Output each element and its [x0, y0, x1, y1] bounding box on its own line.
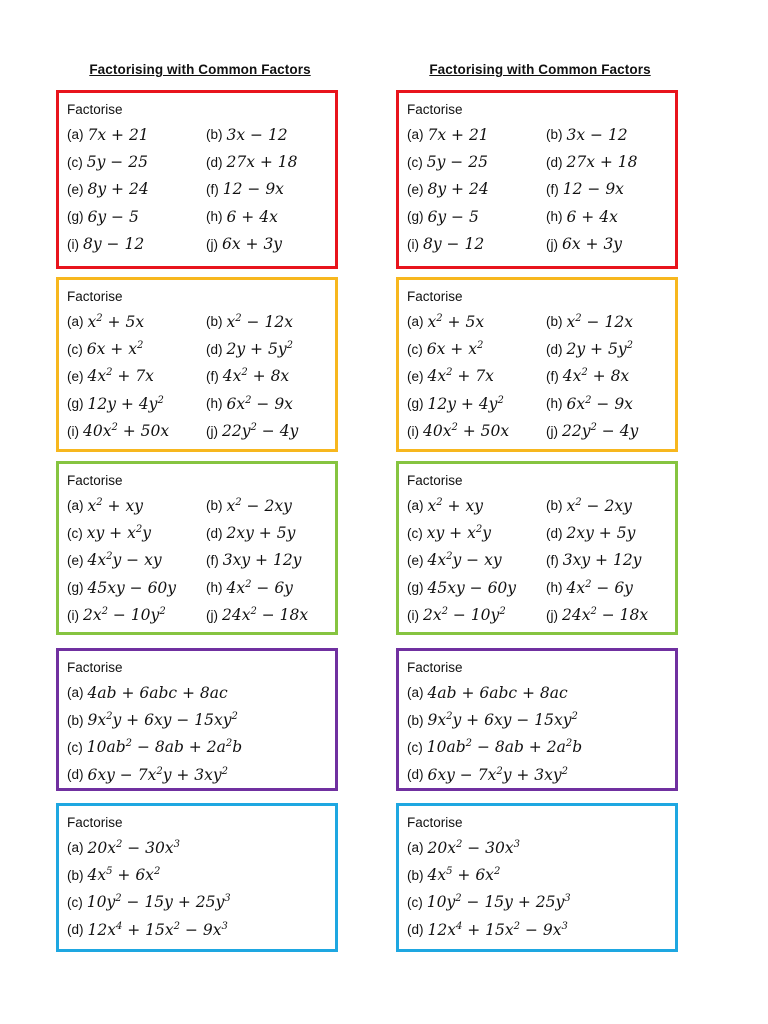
- question-label: (i): [407, 236, 419, 252]
- question-expression: $4x^2 - 6y$: [226, 578, 293, 597]
- question-expression: $10ab^2 - 8ab + 2a^2b$: [86, 738, 243, 757]
- question-label: (c): [67, 894, 83, 910]
- question-expression: $40x^2 + 50x$: [423, 422, 510, 441]
- question-expression: $4x^2y$ − xy: [87, 551, 162, 570]
- question-item: [67, 519, 206, 546]
- question-expression: 27x + 18: [226, 153, 298, 172]
- box-label: Factorise: [67, 815, 123, 830]
- question-expression: $4x^2 - 6y$: [566, 578, 633, 597]
- question-label: (j): [206, 236, 218, 252]
- question-label: (d): [546, 154, 563, 170]
- question-expression: $4x^5 + 6x^2$: [87, 866, 161, 885]
- question-item: [206, 335, 340, 362]
- question-expression: 6x + 3y: [562, 235, 623, 254]
- question-item: [67, 335, 206, 362]
- question-label: (h): [206, 580, 223, 596]
- question-item: [67, 574, 206, 601]
- question-label: (g): [67, 396, 84, 412]
- question-item: [546, 547, 680, 574]
- question-expression: $4x^5 + 6x^2$: [427, 866, 501, 885]
- question-expression: $22y^2 - 4y$: [222, 422, 299, 441]
- question-box-green: [396, 461, 678, 635]
- question-expression: 3x − 12: [226, 125, 288, 144]
- question-label: (j): [206, 607, 218, 623]
- question-expression: $x^2 + 5x$: [427, 312, 485, 331]
- question-item: [407, 418, 546, 445]
- question-item: [67, 547, 206, 574]
- question-item: [407, 706, 677, 733]
- question-item: [407, 602, 546, 629]
- question-item: [407, 519, 546, 546]
- question-item: [67, 916, 337, 943]
- question-label: (a): [407, 314, 424, 330]
- question-label: (g): [67, 580, 84, 596]
- question-label: (a): [67, 498, 84, 514]
- box-label: Factorise: [407, 102, 463, 117]
- question-label: (a): [407, 840, 424, 856]
- question-item: [407, 679, 677, 706]
- question-expression: $6x + x^2$: [426, 340, 484, 359]
- question-item: [67, 308, 206, 335]
- question-item: [546, 335, 680, 362]
- question-grid: [67, 308, 335, 445]
- question-label: (g): [407, 209, 424, 225]
- box-label: Factorise: [407, 473, 463, 488]
- question-expression: 3xy + 12y: [222, 551, 302, 570]
- question-label: (d): [67, 767, 84, 783]
- question-label: (g): [67, 209, 84, 225]
- question-item: [546, 390, 680, 417]
- question-item: [206, 308, 340, 335]
- question-item: [407, 547, 546, 574]
- question-box-red: [56, 90, 338, 269]
- question-item: [407, 231, 546, 258]
- question-expression: $12y + 4y^2$: [87, 394, 164, 413]
- question-item: [546, 203, 680, 230]
- question-label: (f): [546, 552, 559, 568]
- question-expression: 45xy − 60y: [87, 578, 177, 597]
- question-expression: 6x + 3y: [222, 235, 283, 254]
- question-item: [206, 418, 340, 445]
- question-item: [407, 834, 677, 861]
- question-expression: $12x^4 + 15x^2 - 9x^3$: [87, 920, 228, 939]
- question-item: [67, 889, 337, 916]
- question-box-purple: [56, 648, 338, 791]
- question-item: [407, 734, 677, 761]
- box-label: Factorise: [407, 815, 463, 830]
- question-item: [206, 519, 340, 546]
- question-label: (c): [67, 525, 83, 541]
- question-label: (e): [407, 368, 424, 384]
- question-label: (b): [67, 712, 84, 728]
- question-label: (f): [206, 368, 219, 384]
- question-expression: $9x^2y + 6xy - 15xy^2$: [427, 711, 578, 730]
- question-expression: 3x − 12: [566, 125, 628, 144]
- question-item: [67, 706, 337, 733]
- question-item: [67, 679, 337, 706]
- question-label: (c): [407, 525, 423, 541]
- question-label: (g): [407, 396, 424, 412]
- question-label: (b): [546, 314, 563, 330]
- question-item: [546, 363, 680, 390]
- question-box-yellow: [56, 277, 338, 452]
- question-label: (c): [67, 154, 83, 170]
- question-expression: $12x^4 + 15x^2 - 9x^3$: [427, 920, 568, 939]
- sheet-title: Factorising with Common Factors: [429, 62, 651, 77]
- question-expression: $4x^2 + 8x$: [562, 367, 630, 386]
- question-expression: $12y + 4y^2$: [427, 394, 504, 413]
- question-item: [546, 418, 680, 445]
- question-item: [407, 148, 546, 175]
- question-box-blue: [56, 803, 338, 952]
- question-label: (h): [206, 209, 223, 225]
- question-label: (c): [67, 341, 83, 357]
- question-item: [206, 492, 340, 519]
- question-label: (a): [67, 840, 84, 856]
- question-grid: [407, 679, 675, 789]
- question-expression: 8y + 24: [427, 180, 489, 199]
- question-item: [67, 834, 337, 861]
- question-item: [67, 390, 206, 417]
- box-label: Factorise: [67, 102, 123, 117]
- question-expression: $10y^2 - 15y + 25y^3$: [426, 893, 571, 912]
- question-label: (d): [206, 154, 223, 170]
- question-label: (g): [407, 580, 424, 596]
- question-item: [67, 734, 337, 761]
- question-grid: [407, 834, 675, 944]
- question-box-red: [396, 90, 678, 269]
- question-expression: 2xy + 5y: [566, 524, 636, 543]
- question-expression: $20x^2 - 30x^3$: [87, 838, 181, 857]
- question-expression: 6 + 4x: [226, 207, 278, 226]
- question-expression: 7x + 21: [427, 125, 489, 144]
- box-label: Factorise: [407, 660, 463, 675]
- question-item: [206, 390, 340, 417]
- question-label: (d): [546, 341, 563, 357]
- question-label: (f): [206, 181, 219, 197]
- question-expression: 8y + 24: [87, 180, 149, 199]
- question-item: [67, 121, 206, 148]
- question-label: (b): [546, 498, 563, 514]
- question-item: [546, 231, 680, 258]
- question-label: (a): [407, 498, 424, 514]
- question-expression: $4x^2 + 8x$: [222, 367, 290, 386]
- question-item: [206, 203, 340, 230]
- question-expression: $6xy - 7x^2y + 3xy^2$: [427, 765, 569, 784]
- question-expression: $4x^2 + 7x$: [87, 367, 154, 386]
- question-item: [407, 335, 546, 362]
- question-label: (e): [407, 552, 424, 568]
- question-item: [206, 231, 340, 258]
- question-grid: [67, 834, 335, 944]
- question-label: (d): [206, 341, 223, 357]
- question-label: (d): [206, 525, 223, 541]
- question-item: [206, 547, 340, 574]
- question-label: (f): [206, 552, 219, 568]
- question-item: [546, 574, 680, 601]
- box-label: Factorise: [67, 473, 123, 488]
- question-item: [67, 148, 206, 175]
- question-grid: [67, 492, 335, 629]
- question-label: (a): [67, 314, 84, 330]
- question-label: (h): [546, 209, 563, 225]
- question-label: (d): [407, 767, 424, 783]
- question-item: [546, 519, 680, 546]
- question-expression: $x^2 + 5x$: [87, 312, 145, 331]
- question-expression: 5y − 25: [426, 153, 488, 172]
- question-label: (b): [206, 314, 223, 330]
- question-label: (b): [407, 867, 424, 883]
- question-expression: xy + $x^2y$: [426, 524, 491, 543]
- question-expression: 7x + 21: [87, 125, 149, 144]
- question-label: (a): [67, 127, 84, 143]
- question-item: [546, 121, 680, 148]
- question-item: [206, 363, 340, 390]
- question-label: (f): [546, 368, 559, 384]
- question-label: (c): [407, 739, 423, 755]
- question-item: [206, 176, 340, 203]
- question-expression: $6x^2 - 9x$: [566, 394, 633, 413]
- question-expression: $24x^2 - 18x$: [222, 606, 309, 625]
- question-expression: 6y − 5: [427, 207, 479, 226]
- question-label: (h): [546, 580, 563, 596]
- question-label: (e): [67, 552, 84, 568]
- question-expression: 12 − 9x: [222, 180, 284, 199]
- question-item: [546, 176, 680, 203]
- question-item: [67, 602, 206, 629]
- question-item: [407, 203, 546, 230]
- question-label: (i): [67, 607, 79, 623]
- question-label: (f): [546, 181, 559, 197]
- question-label: (i): [67, 423, 79, 439]
- question-box-green: [56, 461, 338, 635]
- question-label: (i): [407, 423, 419, 439]
- question-expression: $2y + 5y^2$: [566, 340, 633, 359]
- question-expression: $x^2$ + xy: [427, 496, 483, 515]
- box-label: Factorise: [67, 289, 123, 304]
- question-label: (d): [546, 525, 563, 541]
- question-expression: $10y^2 - 15y + 25y^3$: [86, 893, 231, 912]
- question-expression: $24x^2 - 18x$: [562, 606, 649, 625]
- question-grid: [67, 121, 335, 258]
- question-item: [407, 176, 546, 203]
- box-label: Factorise: [67, 660, 123, 675]
- question-item: [206, 574, 340, 601]
- question-item: [407, 574, 546, 601]
- question-item: [546, 148, 680, 175]
- question-item: [407, 861, 677, 888]
- question-expression: $x^2 - 2xy$: [566, 496, 632, 515]
- question-expression: 4ab + 6abc + 8ac: [87, 683, 228, 702]
- question-expression: $4x^2 + 7x$: [427, 367, 494, 386]
- question-label: (j): [206, 423, 218, 439]
- question-expression: 4ab + 6abc + 8ac: [427, 683, 568, 702]
- question-label: (d): [407, 922, 424, 938]
- question-label: (b): [407, 712, 424, 728]
- question-expression: 5y − 25: [86, 153, 148, 172]
- question-item: [546, 492, 680, 519]
- question-label: (h): [546, 396, 563, 412]
- question-label: (e): [407, 181, 424, 197]
- question-expression: 12 − 9x: [562, 180, 624, 199]
- question-expression: $6xy - 7x^2y + 3xy^2$: [87, 765, 229, 784]
- question-box-purple: [396, 648, 678, 791]
- question-expression: $2x^2 - 10y^2$: [423, 606, 506, 625]
- question-label: (j): [546, 423, 558, 439]
- question-item: [407, 121, 546, 148]
- question-item: [546, 602, 680, 629]
- question-expression: $40x^2 + 50x$: [83, 422, 170, 441]
- question-label: (c): [407, 341, 423, 357]
- question-expression: $9x^2y + 6xy - 15xy^2$: [87, 711, 238, 730]
- question-label: (j): [546, 607, 558, 623]
- question-item: [407, 363, 546, 390]
- question-item: [67, 861, 337, 888]
- question-item: [407, 761, 677, 788]
- question-item: [546, 308, 680, 335]
- question-expression: $22y^2 - 4y$: [562, 422, 639, 441]
- question-expression: 8y − 12: [83, 235, 145, 254]
- question-box-blue: [396, 803, 678, 952]
- question-item: [67, 418, 206, 445]
- question-label: (c): [407, 894, 423, 910]
- question-label: (i): [407, 607, 419, 623]
- question-label: (b): [206, 127, 223, 143]
- question-grid: [67, 679, 335, 789]
- question-grid: [407, 121, 675, 258]
- question-label: (a): [407, 127, 424, 143]
- question-box-yellow: [396, 277, 678, 452]
- sheet-title: Factorising with Common Factors: [89, 62, 311, 77]
- question-expression: $10ab^2 - 8ab + 2a^2b$: [426, 738, 583, 757]
- question-expression: 27x + 18: [566, 153, 638, 172]
- question-item: [67, 492, 206, 519]
- question-expression: 2xy + 5y: [226, 524, 296, 543]
- question-item: [407, 308, 546, 335]
- question-label: (c): [407, 154, 423, 170]
- question-item: [206, 121, 340, 148]
- question-expression: 3xy + 12y: [562, 551, 642, 570]
- question-expression: $x^2$ + xy: [87, 496, 143, 515]
- question-grid: [407, 308, 675, 445]
- question-item: [206, 148, 340, 175]
- question-label: (a): [407, 685, 424, 701]
- question-expression: $4x^2y$ − xy: [427, 551, 502, 570]
- question-item: [67, 761, 337, 788]
- question-expression: 8y − 12: [423, 235, 485, 254]
- question-label: (h): [206, 396, 223, 412]
- question-label: (e): [67, 181, 84, 197]
- question-expression: $x^2 - 2xy$: [226, 496, 292, 515]
- question-expression: $20x^2 - 30x^3$: [427, 838, 521, 857]
- question-label: (e): [67, 368, 84, 384]
- question-label: (c): [67, 739, 83, 755]
- question-expression: 6y − 5: [87, 207, 139, 226]
- question-item: [206, 602, 340, 629]
- question-expression: $x^2 - 12x$: [226, 312, 293, 331]
- question-expression: $2x^2 - 10y^2$: [83, 606, 166, 625]
- question-expression: $x^2 - 12x$: [566, 312, 633, 331]
- question-item: [407, 492, 546, 519]
- question-item: [407, 889, 677, 916]
- question-item: [67, 176, 206, 203]
- question-label: (d): [67, 922, 84, 938]
- question-label: (i): [67, 236, 79, 252]
- question-label: (b): [67, 867, 84, 883]
- question-item: [67, 363, 206, 390]
- question-expression: $6x^2 - 9x$: [226, 394, 293, 413]
- question-expression: $2y + 5y^2$: [226, 340, 293, 359]
- question-label: (b): [546, 127, 563, 143]
- question-label: (j): [546, 236, 558, 252]
- question-expression: 6 + 4x: [566, 207, 618, 226]
- box-label: Factorise: [407, 289, 463, 304]
- question-expression: 45xy − 60y: [427, 578, 517, 597]
- question-expression: xy + $x^2y$: [86, 524, 151, 543]
- question-item: [407, 390, 546, 417]
- question-label: (b): [206, 498, 223, 514]
- question-item: [67, 231, 206, 258]
- question-grid: [407, 492, 675, 629]
- question-item: [67, 203, 206, 230]
- question-item: [407, 916, 677, 943]
- question-label: (a): [67, 685, 84, 701]
- question-expression: $6x + x^2$: [86, 340, 144, 359]
